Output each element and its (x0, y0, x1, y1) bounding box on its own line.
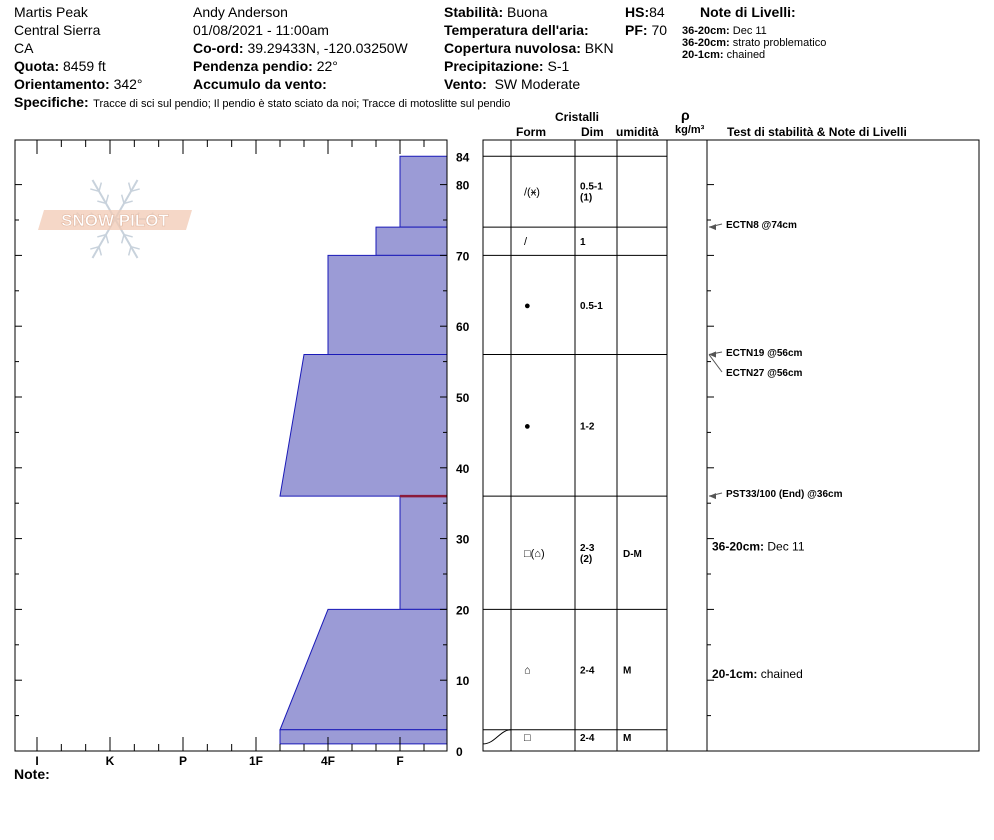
hardness-layer-bar (280, 355, 447, 497)
hardness-scale-label: F (396, 754, 404, 768)
location-name: Martis Peak (14, 4, 88, 20)
aspect: Orientamento: 342° (14, 76, 143, 92)
grain-form-symbol: / (524, 236, 528, 249)
mountain-range: Central Sierra (14, 22, 101, 38)
depth-tick-label: 50 (456, 391, 470, 405)
form-header: Form (516, 125, 546, 139)
snowflake-branch (122, 235, 124, 244)
layer-comment-range: 20-1cm: (712, 667, 761, 682)
wind-loading: Accumulo da vento: (193, 76, 327, 92)
air-temperature: Temperatura dell'aria: (444, 22, 589, 38)
elevation: Quota: 8459 ft (14, 58, 106, 74)
hardness-scale-label: I (35, 754, 39, 768)
hardness-layer-bar (400, 496, 447, 609)
layer-comment-text: Dec 11 (767, 539, 805, 554)
stability-test-label: ECTN8 @74cm (726, 220, 797, 231)
depth-tick-label: 0 (456, 745, 463, 759)
layer-notes-title: Note di Livelli: (700, 4, 796, 20)
depth-tick-label: 10 (456, 674, 470, 689)
depth-tick-label: 30 (456, 532, 470, 547)
hardness-scale-label: 1F (248, 754, 264, 768)
observer: Andy Anderson (193, 4, 288, 20)
grain-size: (1) (580, 192, 593, 204)
grain-size: 0.5-1 (580, 300, 603, 312)
crystals-header: Cristalli (555, 110, 600, 124)
test-pointer-arrow (709, 493, 716, 499)
grain-form-symbol: ● (524, 299, 531, 312)
depth-tick-label: 70 (456, 249, 470, 264)
layer-boundary-link (483, 730, 511, 744)
tests-header: Test di stabilità & Note di Livelli (727, 125, 907, 139)
snowflake-branch (122, 195, 124, 204)
wetness-value: M (623, 665, 632, 677)
layer-note-1: 36-20cm: Dec 11 (682, 25, 767, 37)
depth-tick-label: 80 (456, 178, 470, 193)
depth-tick-label: 20 (456, 603, 470, 618)
hardness-layer-bar (328, 255, 447, 354)
hardness-scale-label: K (105, 754, 115, 768)
snowflake-branch (99, 247, 101, 256)
hardness-layer-bar (280, 730, 447, 744)
datetime: 01/08/2021 - 11:00am (193, 22, 329, 38)
layer-note-3: 20-1cm: chained (682, 49, 766, 61)
specifics: Specifiche: Tracce di sci sul pendio; Il pendio è stato sciato da noi; Tracce di motoslitte sul pendio (14, 94, 511, 110)
snowflake-branch (106, 235, 108, 244)
snow-height: HS:84 (625, 4, 665, 20)
hardness-layer-bar (400, 156, 447, 227)
grain-size: 2-3 (580, 542, 595, 554)
grain-form-symbol: ⌂ (524, 664, 531, 677)
test-pointer-arrow (709, 224, 716, 230)
density-unit: kg/m³ (675, 124, 705, 136)
wind: Vento: SW Moderate (444, 76, 581, 92)
stability: Stabilità: Buona (444, 4, 548, 20)
slope-angle: Pendenza pendio: 22° (193, 58, 338, 74)
precipitation: Precipitazione: S-1 (444, 58, 570, 74)
layer-comment-text: chained (760, 667, 803, 682)
hardness-profile (280, 156, 447, 744)
hardness-layer-bar (280, 609, 447, 729)
layer-note-2: 36-20cm: strato problematico (682, 37, 827, 49)
hardness-layer-bar (376, 227, 447, 255)
sky-cover: Copertura nuvolosa: BKN (444, 40, 614, 56)
grain-form-symbol: ● (524, 420, 531, 433)
grain-size: 2-4 (580, 732, 595, 744)
stability-test-label: ECTN19 @56cm (726, 348, 803, 359)
grain-size: 0.5-1 (580, 181, 603, 193)
dim-header: Dim (581, 125, 604, 139)
snowflake-branch (129, 183, 131, 192)
snowflake-branch (99, 183, 101, 192)
foot-penetration: PF: 70 (625, 22, 668, 38)
density-symbol: ρ (681, 107, 690, 123)
stability-test-label: PST33/100 (End) @36cm (726, 489, 843, 500)
layer-comment-range: 36-20cm: (712, 539, 768, 554)
chart-frames (15, 140, 979, 751)
hardness-scale-label: 4F (320, 754, 336, 768)
notes-label: Note: (14, 766, 50, 782)
depth-tick-label: 60 (456, 320, 470, 335)
wetness-header: umidità (616, 125, 659, 139)
snowpilot-logo (38, 180, 192, 258)
table-frame (483, 140, 979, 751)
state: CA (14, 40, 34, 56)
stability-tests (709, 220, 843, 681)
depth-tick-label: 40 (456, 461, 470, 476)
grain-size: 2-4 (580, 665, 595, 677)
wetness-value: D-M (623, 548, 642, 560)
snowflake-branch (129, 247, 131, 256)
stability-test-label: ECTN27 @56cm (726, 368, 803, 379)
wetness-value: M (623, 732, 632, 744)
coordinates: Co-ord: 39.29433N, -120.03250W (193, 40, 408, 56)
hardness-scale-label: P (178, 754, 188, 768)
grain-form-symbol: /(ӿ) (524, 186, 540, 199)
logo-text: SNOW PILOT (61, 211, 169, 230)
depth-tick-label: 84 (456, 150, 470, 165)
grain-size: 1 (580, 237, 586, 249)
layer-comment (712, 540, 805, 554)
snowflake-branch (106, 195, 108, 204)
grain-form-symbol: □(⌂) (524, 547, 545, 560)
grain-form-symbol: □ (524, 731, 531, 744)
grain-size: 1-2 (580, 421, 595, 433)
layer-comment (712, 667, 803, 681)
grain-size: (2) (580, 553, 593, 565)
